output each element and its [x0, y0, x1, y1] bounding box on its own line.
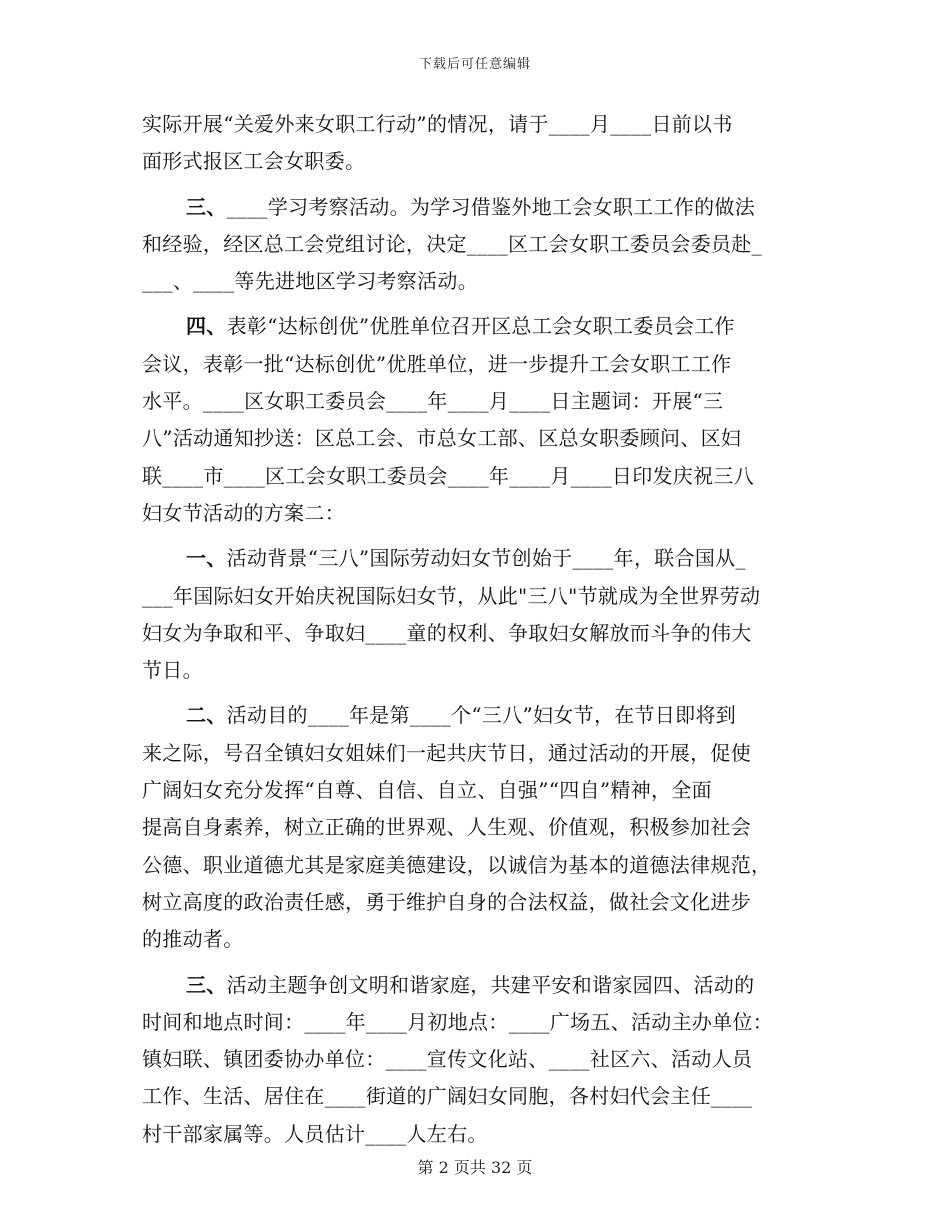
text-line: 实际开展“关爱外来女职工行动”的情况，请于____月____日前以书	[142, 112, 733, 136]
section-number: 一、	[186, 546, 227, 571]
text-line: 四、表彰“达标创优”优胜单位召开区总工会女职工委员会工作	[186, 314, 735, 339]
text-line: 联____市____区工会女职工委员会____年____月____日印发庆祝三八	[142, 463, 754, 488]
page-header: 下载后可任意编辑	[418, 57, 531, 72]
paragraph	[142, 540, 808, 689]
text-line: 节日。	[142, 658, 203, 683]
text-line: ___年国际妇女开始庆祝国际妇女节，从此"三八"节就成为全世界劳动	[142, 583, 761, 608]
paragraph	[142, 308, 808, 532]
text-line: 工作、生活、居住在____街道的广阔妇女同胞，各村妇代会主任____	[142, 1084, 753, 1109]
text-line: 二、活动目的____年是第____个“三八”妇女节，在节日即将到	[186, 703, 737, 728]
text-line: 面形式报区工会女职委。	[142, 149, 366, 174]
page-footer: 第 2 页共 32 页	[417, 1158, 533, 1177]
section-number: 二、	[186, 703, 227, 728]
text-line: ___、____等先进地区学习考察活动。	[142, 269, 478, 294]
paragraph	[142, 189, 808, 301]
paragraph	[142, 697, 808, 958]
paragraph	[142, 106, 808, 181]
text-line: 树立高度的政治责任感，勇于维护自身的合法权益，做社会文化进步	[142, 889, 751, 914]
text-line: 会议，表彰一批“达标创优”优胜单位，进一步提升工会女职工工作	[142, 351, 732, 376]
text-line: 和经验，经区总工会党组讨论，决定____区工会女职工委员会委员赴_	[142, 231, 762, 256]
text-line: 三、____学习考察活动。为学习借鉴外地工会女职工工作的做法	[186, 194, 756, 219]
section-number: 四、	[186, 314, 227, 339]
section-number: 三、	[186, 972, 227, 997]
text-line: 一、活动背景“三八”国际劳动妇女节创始于____年，联合国从_	[186, 546, 746, 571]
paragraph	[142, 967, 808, 1153]
text-line: 提高自身素养，树立正确的世界观、人生观、价值观，积极参加社会	[142, 815, 751, 840]
text-line: 的推动者。	[142, 927, 244, 952]
text-line: 妇女为争取和平、争取妇____童的权利、争取妇女解放而斗争的伟大	[142, 620, 752, 645]
text-line: 三、活动主题争创文明和谐家庭，共建平安和谐家园四、活动的	[186, 972, 755, 997]
text-line: 妇女节活动的方案二：	[142, 500, 345, 525]
text-line: 时间和地点时间：____年____月初地点：____广场五、活动主办单位：	[142, 1009, 774, 1034]
text-line: 水平。____区女职工委员会____年____月____日主题词：开展“三	[142, 389, 724, 414]
text-line: 广阔妇女充分发挥“自尊、自信、自立、自强”“四自”精神，全面	[142, 778, 712, 803]
section-number: 三、	[186, 194, 227, 219]
text-line: 村干部家属等。人员估计____人左右。	[142, 1121, 488, 1146]
text-line: 镇妇联、镇团委协办单位：____宣传文化站、____社区六、活动人员	[142, 1047, 753, 1072]
text-line: 公德、职业道德尤其是家庭美德建设，以诚信为基本的道德法律规范，	[142, 852, 772, 877]
document-body	[142, 106, 808, 1153]
text-line: 八”活动通知抄送：区总工会、市总女工部、区总女职委顾问、区妇	[142, 426, 742, 451]
text-line: 来之际，号召全镇妇女姐妹们一起共庆节日，通过活动的开展，促使	[142, 740, 751, 765]
